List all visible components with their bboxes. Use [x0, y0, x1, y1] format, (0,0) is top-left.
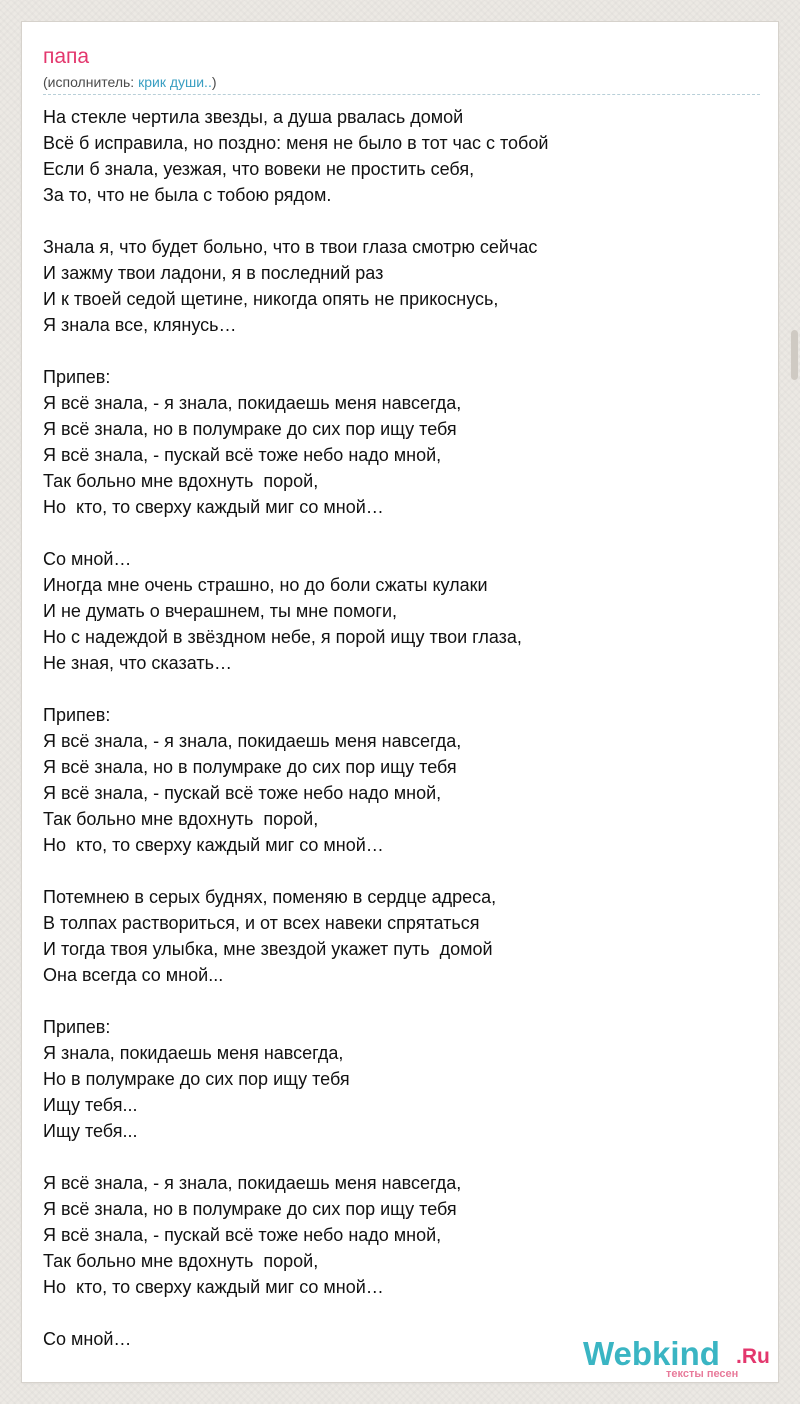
song-title: папа: [43, 45, 90, 68]
lyric-line: Но кто, то сверху каждый миг со мной…: [43, 1277, 384, 1297]
lyrics-stanza: [43, 546, 743, 676]
lyric-line: Я всё знала, - я знала, покидаешь меня навсегда,: [43, 1173, 462, 1193]
lyric-line: Припев:: [43, 367, 111, 387]
lyrics-stanza: [43, 884, 743, 988]
lyric-line: Ищу тебя...: [43, 1095, 138, 1115]
lyric-line: На стекле чертила звезды, а душа рвалась домой: [43, 107, 464, 127]
lyric-line: Я всё знала, - я знала, покидаешь меня навсегда,: [43, 731, 462, 751]
lyric-line: Но кто, то сверху каждый миг со мной…: [43, 835, 384, 855]
lyric-line: Иногда мне очень страшно, но до боли сжаты кулаки: [43, 575, 488, 595]
brand-tld: .Ru: [736, 1345, 770, 1368]
lyric-line: Я знала все, клянусь…: [43, 315, 237, 335]
lyric-line: Я всё знала, - пускай всё тоже небо надо мной,: [43, 445, 442, 465]
lyrics-body: [43, 104, 743, 1352]
lyric-line: Но с надеждой в звёздном небе, я порой ищу твои глаза,: [43, 627, 522, 647]
artist-prefix: (исполнитель:: [43, 74, 139, 90]
lyric-line: Не зная, что сказать…: [43, 653, 232, 673]
lyric-line: Знала я, что будет больно, что в твои глаза смотрю сейчас: [43, 237, 538, 257]
lyric-line: И тогда твоя улыбка, мне звездой укажет путь домой: [43, 939, 493, 959]
lyric-line: Она всегда со мной...: [43, 965, 224, 985]
lyric-line: Потемнею в серых буднях, поменяю в сердце адреса,: [43, 887, 497, 907]
lyrics-stanza: [43, 1170, 743, 1300]
brand-name: Webkind: [583, 1335, 720, 1372]
lyrics-stanza: [43, 364, 743, 520]
lyric-line: Со мной…: [43, 549, 132, 569]
lyric-line: Припев:: [43, 705, 111, 725]
scrollbar-thumb[interactable]: [791, 330, 798, 380]
lyric-line: Со мной…: [43, 1329, 132, 1349]
lyric-line: Я всё знала, - пускай всё тоже небо надо мной,: [43, 1225, 442, 1245]
artist-link[interactable]: крик души..: [138, 74, 212, 90]
lyric-line: И к твоей седой щетине, никогда опять не прикоснусь,: [43, 289, 499, 309]
lyric-line: Ищу тебя...: [43, 1121, 138, 1141]
lyric-line: И не думать о вчерашнем, ты мне помоги,: [43, 601, 398, 621]
lyrics-stanza: [43, 702, 743, 858]
lyrics-stanza: [43, 104, 743, 208]
artist-suffix: ): [211, 74, 217, 90]
lyrics-stanza: [43, 1014, 743, 1144]
lyric-line: За то, что не была с тобою рядом.: [43, 185, 332, 205]
brand-tagline: тексты песен: [666, 1368, 739, 1380]
lyric-line: Я всё знала, но в полумраке до сих пор ищу тебя: [43, 419, 457, 439]
lyric-line: Но кто, то сверху каждый миг со мной…: [43, 497, 384, 517]
page-scrollbar[interactable]: [778, 0, 800, 1404]
lyric-line: Но в полумраке до сих пор ищу тебя: [43, 1069, 350, 1089]
lyrics-card: [22, 22, 778, 1382]
lyric-line: Всё б исправила, но поздно: меня не было в тот час с тобой: [43, 133, 549, 153]
lyric-line: Так больно мне вдохнуть порой,: [43, 1251, 319, 1271]
lyric-line: Так больно мне вдохнуть порой,: [43, 809, 319, 829]
lyric-line: Я всё знала, - пускай всё тоже небо надо мной,: [43, 783, 442, 803]
lyric-line: Припев:: [43, 1017, 111, 1037]
lyric-line: Если б знала, уезжая, что вовеки не простить себя,: [43, 159, 475, 179]
lyric-line: В толпах раствориться, и от всех навеки спрятаться: [43, 913, 480, 933]
lyric-line: Я всё знала, но в полумраке до сих пор ищу тебя: [43, 1199, 457, 1219]
lyric-line: Я всё знала, но в полумраке до сих пор ищу тебя: [43, 757, 457, 777]
lyrics-stanza: [43, 234, 743, 338]
artist-line: [43, 73, 760, 95]
lyric-line: И зажму твои ладони, я в последний раз: [43, 263, 384, 283]
lyric-line: Я знала, покидаешь меня навсегда,: [43, 1043, 344, 1063]
webkind-logo[interactable]: [583, 1335, 773, 1381]
lyric-line: Я всё знала, - я знала, покидаешь меня навсегда,: [43, 393, 462, 413]
lyric-line: Так больно мне вдохнуть порой,: [43, 471, 319, 491]
